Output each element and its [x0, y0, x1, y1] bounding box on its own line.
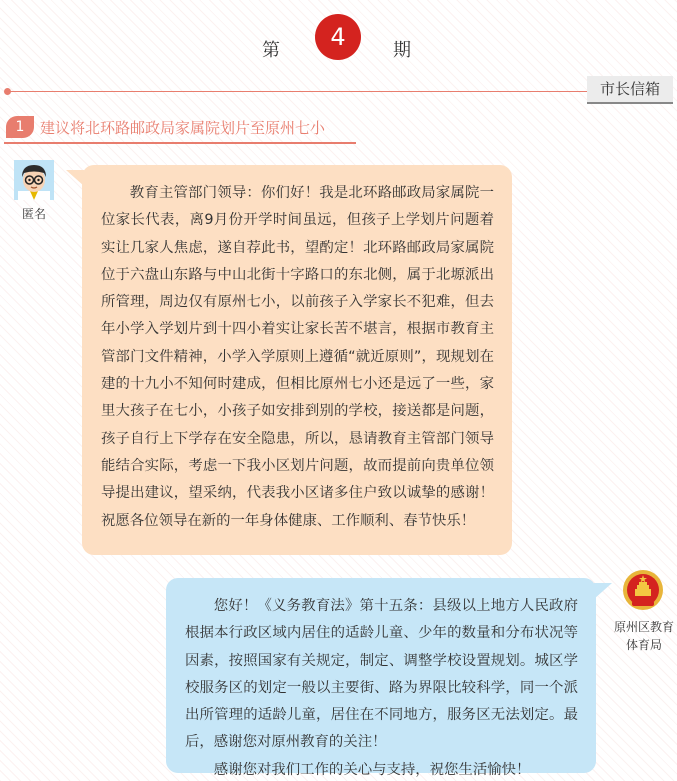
letter-bubble — [82, 165, 512, 555]
topic-title: 建议将北环路邮政局家属院划片至原州七小 — [40, 119, 326, 137]
topic-heading — [4, 114, 356, 144]
topic-index-badge: 1 — [6, 116, 34, 138]
sender-name: 匿名 — [21, 207, 46, 221]
rule-line — [8, 91, 588, 92]
responder-name: 原州区教育体育局 — [613, 620, 674, 652]
cartoon-person-icon — [14, 160, 54, 200]
issue-suffix: 期 — [393, 40, 411, 61]
national-emblem-icon — [622, 569, 664, 611]
reply-bubble — [166, 578, 596, 778]
column-rule — [0, 76, 677, 104]
letter-text: 教育主管部门领导：你们好！我是北环路邮政局家属院一位家长代表，离9月份开学时间虽远，但孩子上学划片问题着实让几家人焦虑，遂自荐此书，望酌定！北环路邮政局家属院位于六盘山东路与中山北街十字路口的东北侧，属于北塬派出所管理，周边仅有原州七小，以前孩子入学家长不犯难，但去年小学入学划片到十四小着实让家长苦不堪言，根据市教育主管部门文件精神，小学入学原则上遵循“就近原则”，现规划在建的十九小不知何时建成，但相比原州七小还是远了一些，家里大孩子在七小，小孩子如安排到别的学校，接送都是问题，孩子自行上下学存在安全隐患，所以，恳请教育主管部门领导能结合实际，考虑一下我小区划片问题，故而提前向贵单位领导提出建议，望采纳，代表我小区诸多住户致以诚挚的感谢！祝愿各位领导在新的一年身体健康、工作顺利、春节快乐！ — [101, 185, 494, 529]
reply-paragraph: 您好！《义务教育法》第十五条：县级以上地方人民政府根据本行政区域内居住的适龄儿童、少年的数量和分布状况等因素，按照国家有关规定，制定、调整学校设置规划。城区学校服务区的划定一般以主要街、路为界限比较科学，同一个派出所管理的适龄儿童，居住在不同地方，服务区无法划定。最后，感谢您对原州教育的关注！ — [185, 598, 578, 751]
issue-prefix: 第 — [262, 40, 280, 61]
reply-closing: 感谢您对我们工作的关心与支持，祝您生活愉快！ — [213, 761, 531, 778]
column-label: 市长信箱 — [587, 76, 673, 104]
reply-bubble-tail — [594, 583, 612, 599]
issue-header — [0, 0, 677, 80]
issue-number-badge: 4 — [315, 14, 361, 60]
